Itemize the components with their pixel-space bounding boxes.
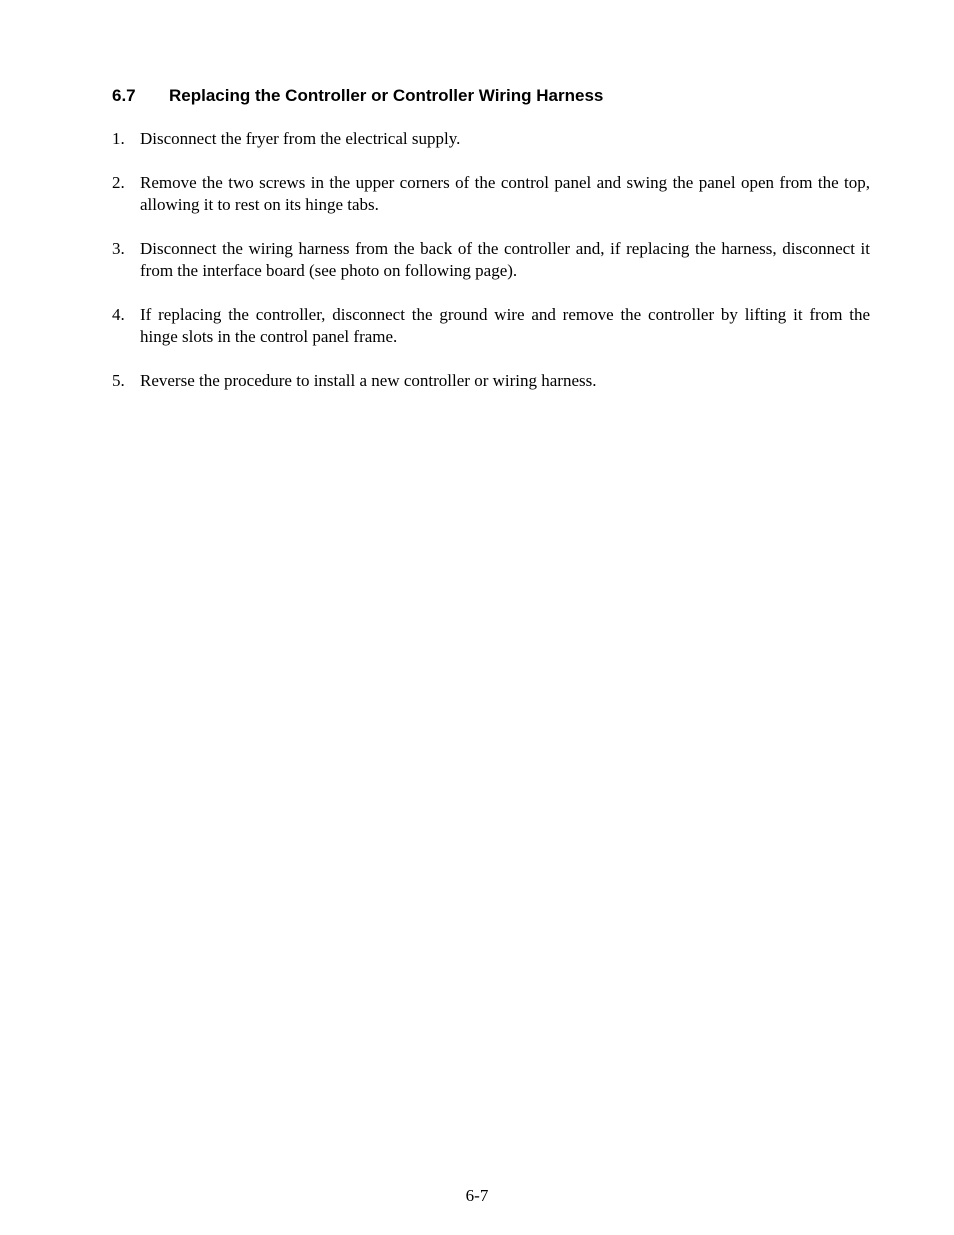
step-text: Reverse the procedure to install a new controller or wiring harness. xyxy=(140,371,597,390)
section-heading xyxy=(112,86,872,106)
step-number: 1. xyxy=(112,129,125,148)
page-number: 6-7 xyxy=(465,1186,489,1205)
section-title: Replacing the Controller or Controller Wiring Harness xyxy=(169,86,604,105)
step-number: 5. xyxy=(112,371,125,390)
procedure-step-2 xyxy=(112,172,870,216)
step-text: Remove the two screws in the upper corners of the control panel and swing the panel open from the top, allowing it to rest on its hinge tabs. xyxy=(140,173,870,214)
procedure-steps-list xyxy=(112,128,870,414)
procedure-step-4 xyxy=(112,304,870,348)
procedure-step-1 xyxy=(112,128,870,150)
step-number: 2. xyxy=(112,173,125,192)
step-text: Disconnect the fryer from the electrical supply. xyxy=(140,129,461,148)
step-number: 3. xyxy=(112,239,125,258)
section-number: 6.7 xyxy=(112,86,136,105)
step-text: Disconnect the wiring harness from the back of the controller and, if replacing the harness, disconnect it from the interface board (see photo on following page). xyxy=(140,239,870,280)
step-text: If replacing the controller, disconnect the ground wire and remove the controller by lifting it from the hinge slots in the control panel frame. xyxy=(140,305,870,346)
step-number: 4. xyxy=(112,305,125,324)
procedure-step-3 xyxy=(112,238,870,282)
procedure-step-5 xyxy=(112,370,870,392)
